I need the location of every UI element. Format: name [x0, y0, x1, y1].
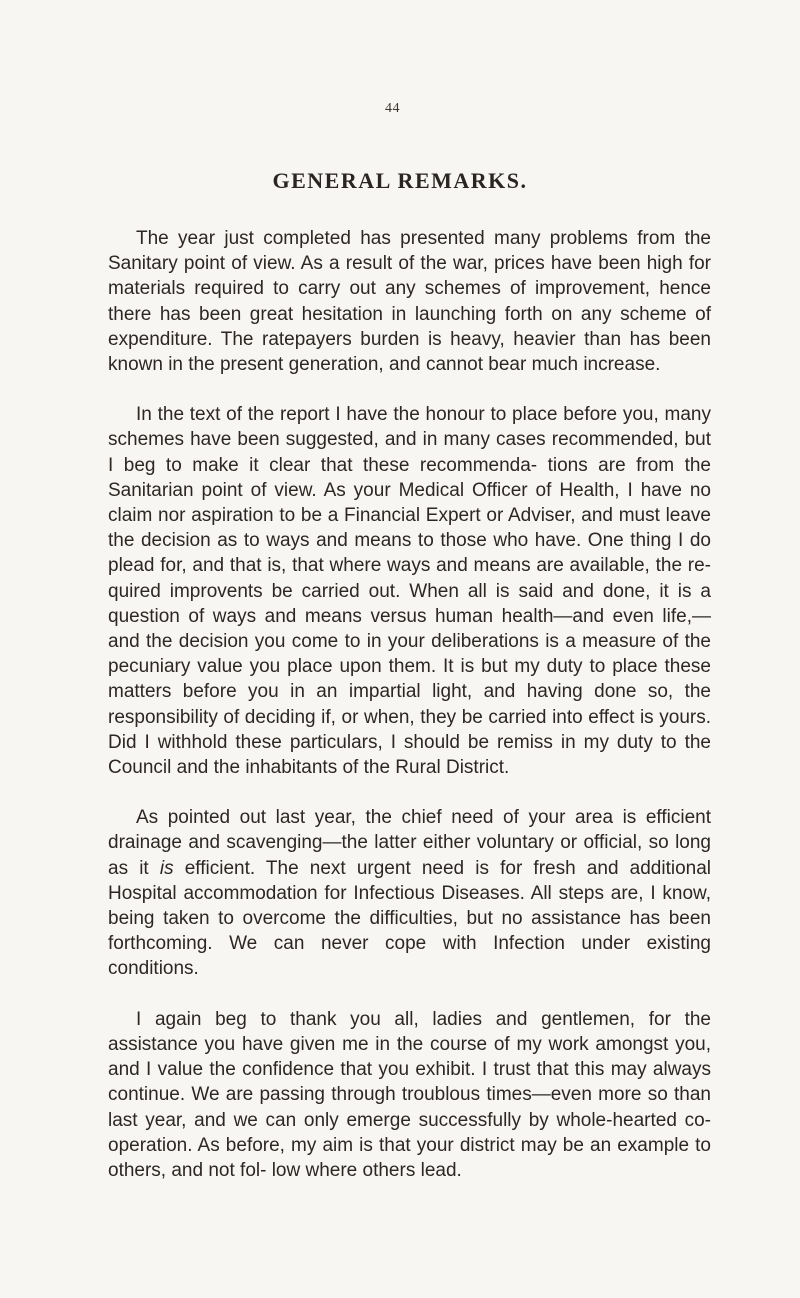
body-text: [108, 226, 711, 1208]
paragraph-3-emphasis: is: [159, 857, 174, 879]
paragraph-4: I again beg to thank you all, ladies and gentlemen, for the assistance you have given me in the course of my work amongst you, and I value the confidence that you exhibit. I trust that this may always continue. We are passing through troublous times—even more so than last year, and we can only emerge successfully by whole-hearted co-operation. As before, my aim is that your district may be an example to others, and not fol- low where others lead.: [108, 1008, 711, 1181]
page-heading: GENERAL REMARKS.: [272, 168, 528, 193]
paragraph-1: The year just completed has presented many problems from the Sanitary point of view. As a result of the war, prices have been high for materials required to carry out any schemes of improvement, hence there has been great hesitation in launching forth on any scheme of expenditure. The ratepayers burden is heavy, heavier than has been known in the present generation, and cannot bear much increase.: [108, 228, 711, 376]
paragraph-3: [108, 805, 711, 981]
paragraph-3-text-before: As pointed out last year, the chief need of your area is efficient drainage and scavenging—the latter either voluntary or official, so long as it: [108, 807, 711, 879]
paragraph-2: In the text of the report I have the honour to place before you, many schemes have been suggested, and in many cases recommended, but I beg to make it clear that these recommenda- tions are from the Sanitarian point of view. As your Medical Officer of Health, I have no claim nor aspiration to be a Financial Expert or Adviser, and must leave the decision as to ways and means to those who have. One thing I do plead for, and that is, that where ways and means are available, the re- quired improvents be carried out. When all is said and done, it is a question of ways and means versus human health—and even life,—and the decision you come to in your deliberations is a measure of the pecuniary value you place upon them. It is but my duty to place these matters before you in an impartial light, and having done so, the responsibility of deciding if, or when, they be carried into effect is yours. Did I withhold these particulars, I should be remiss in my duty to the Council and the inhabitants of the Rural District.: [108, 404, 711, 779]
page-number: 44: [385, 101, 400, 116]
paragraph-3-text-after: efficient. The next urgent need is for fresh and additional Hospital accommodation for Infectious Diseases. All steps are, I know, being taken to overcome the difficulties, but no assistance has been forthcoming. We can never cope with Infection under existing conditions.: [108, 857, 711, 980]
